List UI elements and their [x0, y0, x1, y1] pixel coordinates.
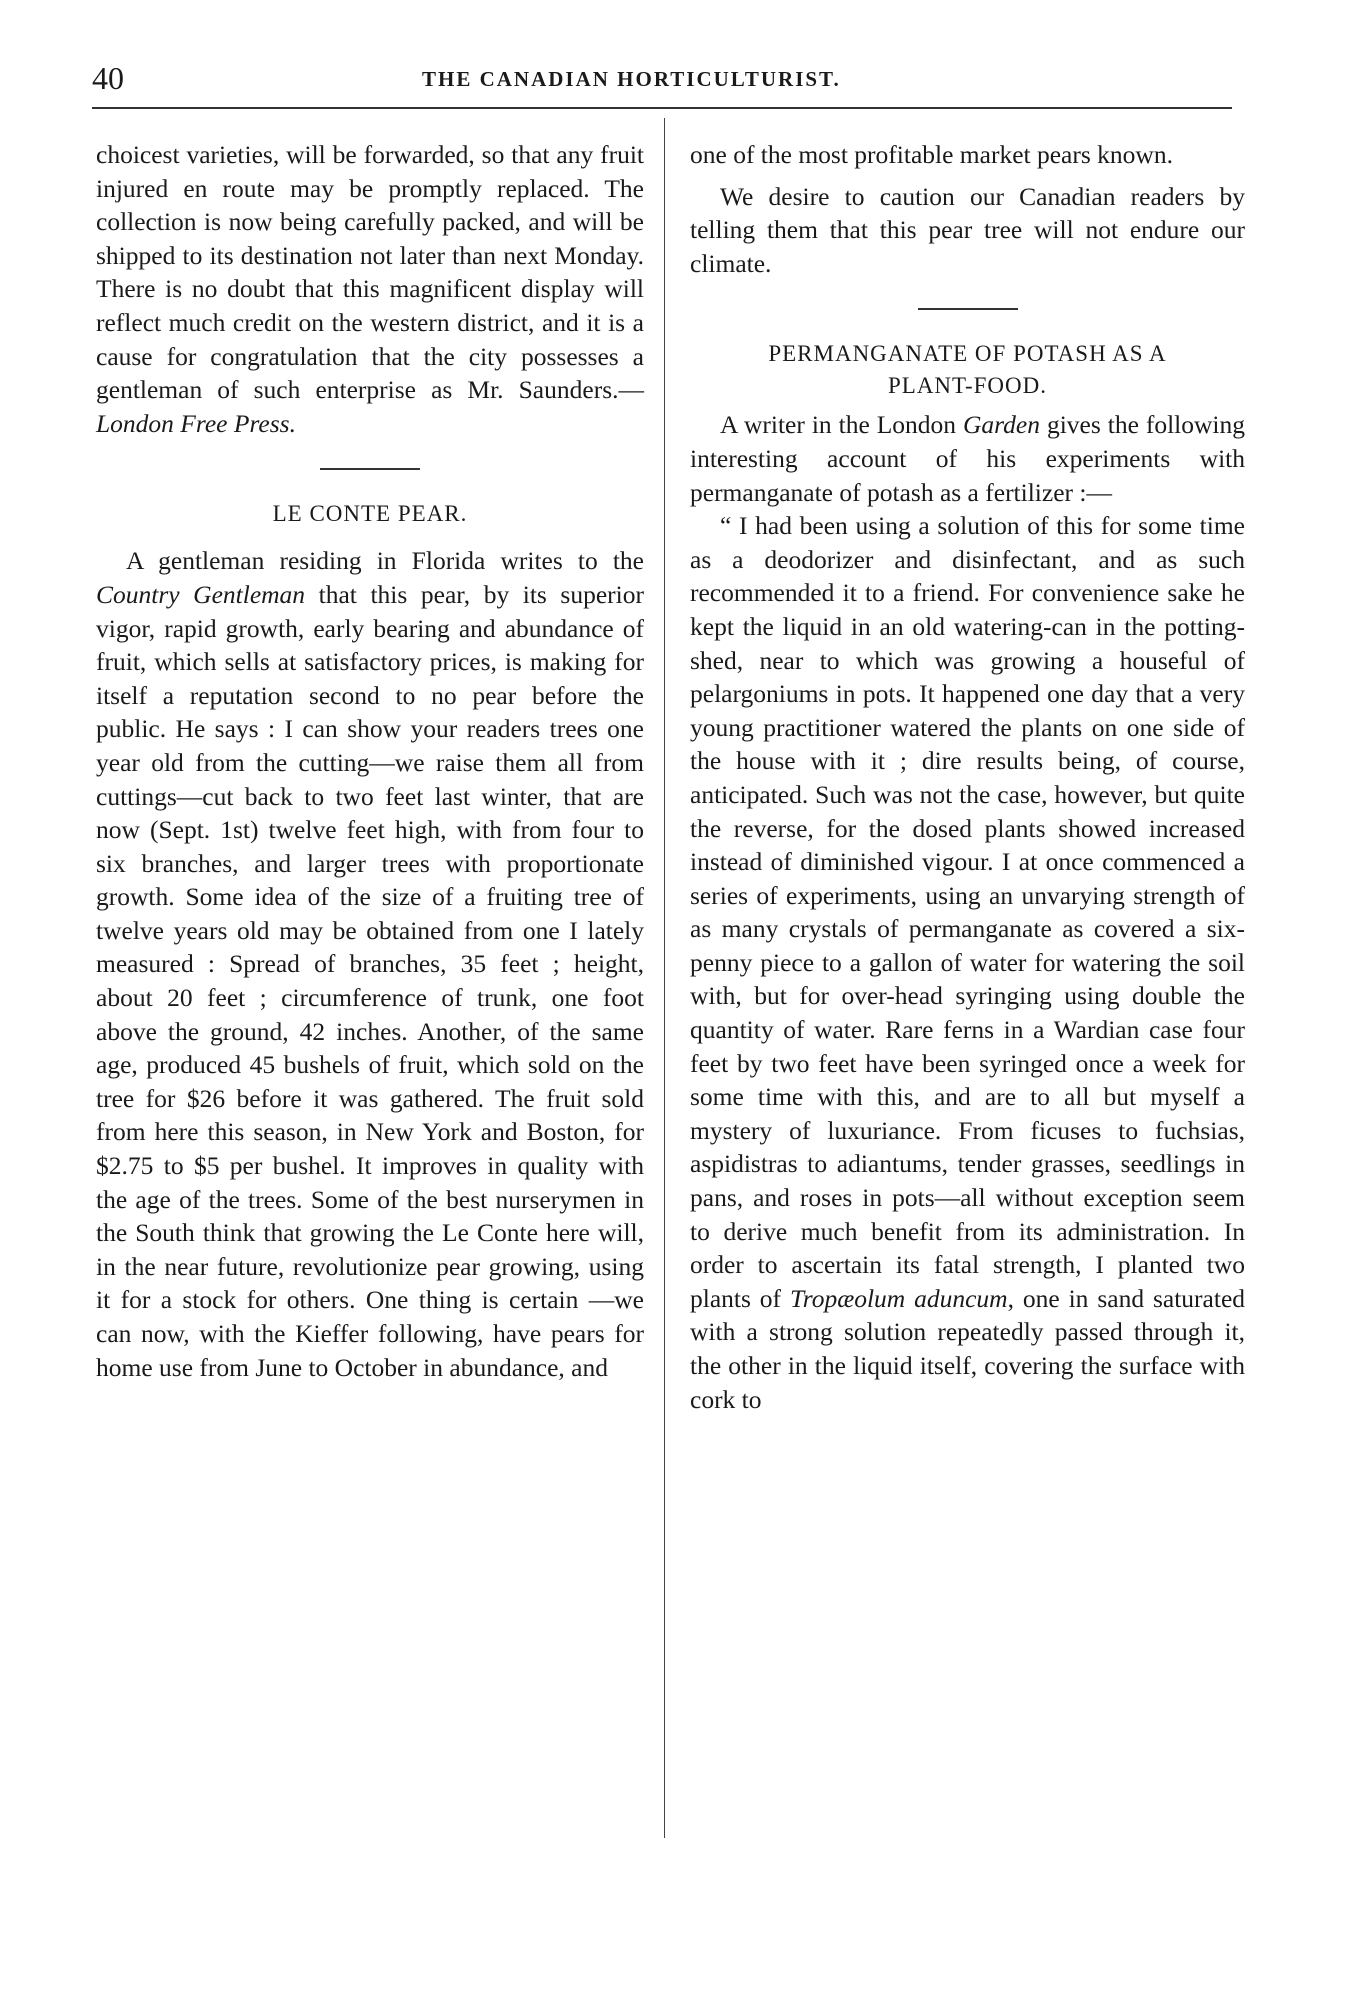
- intro-text-start: A writer in the London: [720, 410, 964, 440]
- continued-paragraph: [96, 138, 644, 440]
- column-divider: [664, 118, 665, 1838]
- le-conte-text-body: that this pear, by its superior vigor, rapid growth, early bearing and abundance of fruit, which sells at satisfactory prices, is making for itself a reputation second to no pear before the public. He says : I can show your readers trees one year old from the cutting—we raise them all from cuttings—cut back to two feet last winter, that are now (Sept. 1st) twelve feet high, with from four to six branches, and larger trees with proportionate growth. Some idea of the size of a fruiting tree of twelve years old may be obtained from one I lately measured : Spread of branches, 35 feet ; height, about 20 feet ; circumference of trunk, one foot above the ground, 42 inches. Another, of the same age, produced 45 bushels of fruit, which sold on the tree for $26 before it was gathered. The fruit sold from here this season, in New York and Boston, for $2.75 to $5 per bushel. It improves in quality with the age of the trees. Some of the best nurserymen in the South think that growing the Le Conte here will, in the near future, revolutionize pear growing, using it for a stock for others. One thing is certain —we can now, with the Kieffer following, have pears for home use from June to October in abundance, and: [96, 579, 644, 1382]
- le-conte-text-start: A gentleman residing in Florida writes to the: [126, 546, 644, 576]
- permanganate-intro: [690, 408, 1245, 509]
- heading-line-1: PERMANGANATE OF POTASH AS A: [768, 341, 1167, 367]
- journal-title: THE CANADIAN HORTICULTURIST.: [422, 67, 841, 91]
- source-citation: London Free Press.: [96, 408, 296, 438]
- section-heading-le-conte: LE CONTE PEAR.: [272, 501, 468, 527]
- quoted-paragraph: [690, 509, 1245, 1416]
- page-number: 40: [92, 60, 124, 96]
- right-column: [690, 138, 1245, 1416]
- intro-text-end: gives the following interesting account of his experiments with permanganate of potash as a fertilizer :—: [690, 410, 1246, 507]
- publication-name: Garden: [963, 410, 1040, 440]
- quote-text-start: “ I had been using a solution of this for some time as a deodorizer and disinfectant, and as such recommended it to a friend. For convenience sake he kept the liquid in an old watering-can in the potting-shed, near to which was growing a houseful of pelargoniums in pots. It happened one day that a very young practitioner watered the plants on one side of the house with it ; dire results being, of course, anticipated. Such was not the case, however, but quite the reverse, for the dosed plants showed increased instead of diminished vigour. I at once commenced a series of experiments, using an unvarying strength of as many crystals of permanganate as covered a six-penny piece to a gallon of water for watering the soil with, but for over-head syringing using double the quantity of water. Rare ferns in a Wardian case four feet by two feet have been syringed once a week for some time with this, and are to all but myself a mystery of luxuriance. From ficuses to fuchsias, aspidistras to adiantums, tender grasses, seedlings in pans, and roses in pots—all without exception seem to derive much benefit from its administration. In order to ascertain its fatal strength, I planted two plants of: [690, 511, 1245, 1313]
- header-rule: [92, 107, 1232, 109]
- publication-name: Country Gentleman: [96, 579, 306, 609]
- running-head: [92, 58, 1272, 98]
- le-conte-paragraph: [96, 544, 644, 1384]
- plant-name: Tropæolum aduncum: [789, 1283, 1008, 1313]
- section-rule: [320, 468, 420, 470]
- left-column: [96, 138, 644, 1384]
- quote-text-end: , one in sand saturated with a strong solution repeatedly passed through it, the other in the liquid itself, covering the surface with cork to: [690, 1283, 1246, 1414]
- caution-paragraph: We desire to caution our Canadian readers by telling them that this pear tree will not endure our climate.: [690, 181, 1245, 278]
- section-heading-permanganate: [690, 338, 1245, 402]
- section-rule: [918, 308, 1018, 310]
- heading-line-2: PLANT-FOOD.: [887, 373, 1048, 399]
- continued-text: choicest varieties, will be forwarded, so that any fruit injured en route may be promptly replaced. The collection is now being carefully packed, and will be shipped to its destination not later than next Monday. There is no doubt that this magnificent display will reflect much credit on the western district, and it is a cause for congratulation that the city possesses a gentleman of such enterprise as Mr. Saunders.—: [96, 140, 644, 405]
- le-conte-paragraph-end: one of the most profitable market pears known.: [690, 140, 1173, 169]
